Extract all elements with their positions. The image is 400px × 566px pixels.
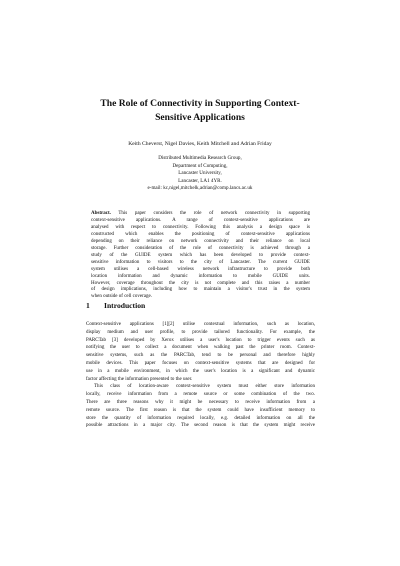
body-line: use in a mobile environment, in which the user's location is a significant and dynamic [86, 368, 315, 374]
paper-title [60, 97, 340, 125]
affiliation-line: Lancaster, LA1 4YR. [178, 177, 222, 184]
abstract-line: study of the GUIDE system which has been developed to provide context- [91, 252, 310, 258]
section-number: 1 [86, 301, 90, 310]
abstract-line: when outside of cell coverage. [91, 294, 152, 300]
affiliation-line: Department of Computing, [172, 162, 228, 169]
abstract-line: system utilises a cell-based wireless network infrastructure to provide both [91, 266, 310, 272]
body-line: factor affecting the information presented to the user. [86, 376, 193, 382]
affiliation-line: Lancaster University, [178, 170, 222, 177]
body-line: possible attractions in a major city. The second reason is that the system might receive [86, 423, 315, 429]
affiliation-line: Distributed Multimedia Research Group, [158, 155, 242, 161]
affiliation-block [60, 155, 340, 193]
abstract-line: constructed which enables the positioning of context-sensitive applications [91, 231, 310, 237]
author-list: Keith Cheverst, Nigel Davies, Keith Mitchell and Adrian Friday [128, 141, 272, 147]
body-line: remote source. The first reason is that the system could have insufficient memory to [86, 407, 315, 413]
abstract-label: Abstract. [91, 211, 111, 216]
abstract-line: location information and dynamic information to mobile GUIDE units. [91, 273, 310, 279]
body-text [86, 321, 315, 430]
abstract-line: analysed with respect to connectivity. Following this analysis a design space is [91, 224, 310, 230]
abstract-line: However, coverage throughout the city is not complete and this raises a number [91, 280, 310, 286]
abstract-line: depending on their reliance on network connectivity and their reliance on local [91, 238, 310, 244]
contact-email: e-mail: kc,nigel,mitchelk,adrian@comp.lancs.ac.uk [147, 185, 253, 192]
body-line: sensitive systems, such as the PARCTab, tend to be personal and therefore highly [86, 353, 315, 359]
abstract [91, 211, 310, 301]
abstract-line: sensitive information to visitors to the city of Lancaster. The current GUIDE [91, 259, 310, 265]
abstract-line: Abstract. This paper considers the role of network connectivity in supporting [91, 211, 310, 216]
title-line: Sensitive Applications [155, 112, 245, 123]
body-line: display medium and user profile, to provide tailored functionality. For example, the [86, 329, 315, 335]
section-heading [86, 301, 145, 311]
body-line: notifying the user to collect a document when walking past the printer room. Context- [86, 345, 315, 351]
body-line: PARCTab [3] developed by Xerox utilises a user's location to trigger events such as [86, 337, 315, 343]
section-title: Introduction [104, 301, 146, 310]
body-line: There are three reasons why it might be necessary to receive information from a [86, 399, 315, 405]
body-line: Context-sensitive applications [1][2] utilise contextual information, such as location, [86, 322, 315, 327]
body-line: store the quantity of information required locally, e.g. detailed information on all the [86, 415, 315, 421]
body-line: mobile devices. This paper focuses on context-sensitive systems that are designed for [86, 360, 315, 366]
body-line: This class of location-aware context-sensitive system must either store information [94, 384, 315, 390]
abstract-line: of design implications, including how to maintain a visitor's trust in the system [91, 287, 310, 293]
abstract-line: storage. Further consideration of the role of connectivity is achieved through a [91, 245, 310, 251]
body-line: locally, receive information from a remote source or some combination of the two. [86, 392, 315, 398]
title-line: The Role of Connectivity in Supporting Context- [100, 98, 300, 109]
abstract-line: context-sensitive applications. A range of context-sensitive applications are [91, 217, 310, 223]
